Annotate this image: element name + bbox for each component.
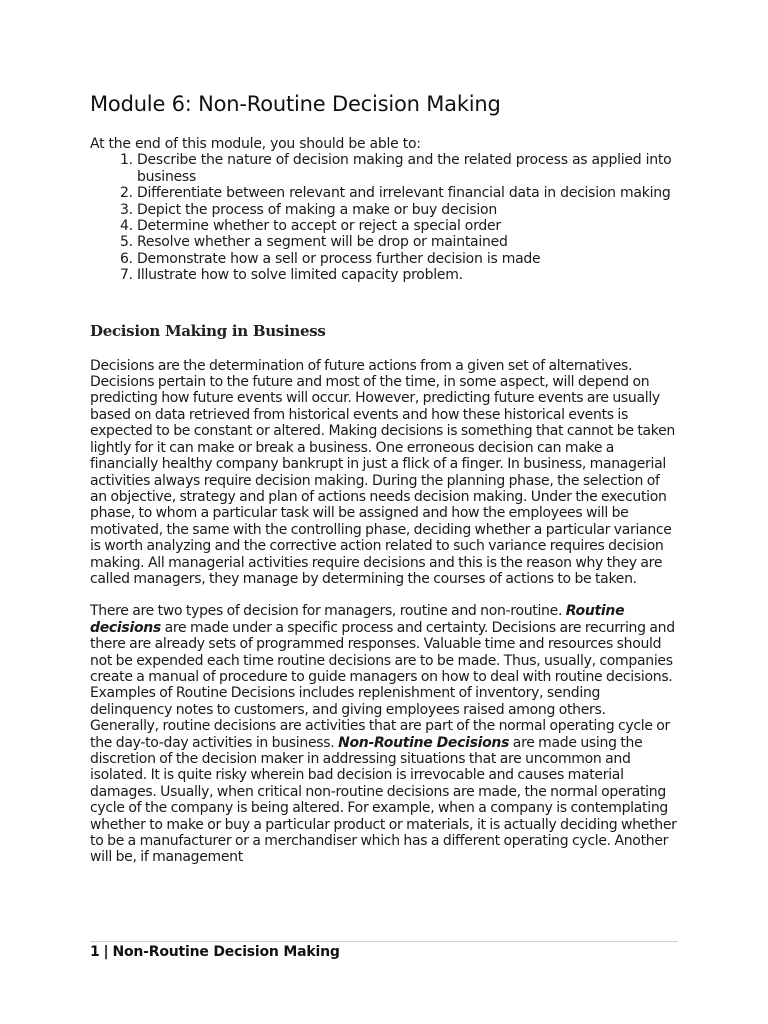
list-item: 5. Resolve whether a segment will be drop or maintained: [137, 234, 678, 250]
list-item: 2. Differentiate between relevant and irrelevant financial data in decision making: [137, 185, 678, 201]
paragraph-text: are made using the discretion of the decision maker in addressing situations that are uncommon and isolated. It is quite risky wherein bad decision is irrevocable and causes material damages. Usually, when critical non-routine decisions are made, the normal operating cycle of the company is being altered. For example, when a company is contemplating whether to make or buy a particular product or materials, it is actually deciding whether to be a manufacturer or a merchandiser which has a different operating cycle. Another will be, if management: [90, 734, 677, 866]
list-item: 6. Demonstrate how a sell or process further decision is made: [137, 251, 678, 267]
list-item: 7. Illustrate how to solve limited capacity problem.: [137, 267, 678, 283]
objectives-intro: At the end of this module, you should be able to:: [90, 136, 421, 152]
section-heading: Decision Making in Business: [90, 321, 326, 340]
list-item: 4. Determine whether to accept or reject a special order: [137, 218, 678, 234]
footer-divider: [90, 941, 678, 942]
footer-title: Non-Routine Decision Making: [112, 944, 340, 960]
term-routine-decisions: Routine decisions: [90, 603, 625, 636]
paragraph-decisions: Decisions are the determination of future actions from a given set of alternatives. Decisions pertain to the future and most of the time, in some aspect, will depend on predicting how future events will occur. However, predicting future events are usually based on data retrieved from historical events and how these historical events is expected to be constant or altered. Making decisions is something that cannot be taken lightly for it can make or break a business. One erroneous decision can make a financially healthy company bankrupt in just a flick of a finger. In business, managerial activities always require decision making. During the planning phase, the selection of an objective, strategy and plan of actions needs decision making. Under the execution phase, to whom a particular task will be assigned and how the employees will be motivated, the same with the controlling phase, deciding whether a particular variance is worth analyzing and the corrective action related to such variance requires decision making. All managerial activities require decisions and this is the reason why they are called managers, they manage by determining the courses of actions to be taken.: [90, 357, 675, 587]
footer-separator: |: [103, 944, 109, 960]
term-non-routine-decisions: Non-Routine Decisions: [338, 734, 510, 751]
paragraph-text: There are two types of decision for managers, routine and non-routine.: [90, 603, 566, 620]
objectives-list: [90, 152, 678, 283]
page-number: 1: [90, 944, 100, 960]
page-footer: [90, 944, 340, 960]
list-item: 3. Depict the process of making a make or buy decision: [137, 202, 678, 218]
paragraph-text: are made under a specific process and certainty. Decisions are recurring and there are already sets of programmed responses. Valuable time and resources should not be expended each time routine decisions are to be made. Thus, usually, companies create a manual of procedure to guide managers on how to deal with routine decisions. Examples of Routine Decisions includes replenishment of inventory, sending delinquency notes to customers, and giving employees raised among others. Generally, routine decisions are activities that are part of the normal operating cycle or the day-to-day activities in business.: [90, 619, 675, 751]
document-page: [90, 92, 678, 882]
module-title: Module 6: Non-Routine Decision Making: [90, 92, 501, 116]
paragraph-decision-types: [90, 603, 678, 866]
list-item: 1. Describe the nature of decision making and the related process as applied into business: [137, 152, 678, 185]
